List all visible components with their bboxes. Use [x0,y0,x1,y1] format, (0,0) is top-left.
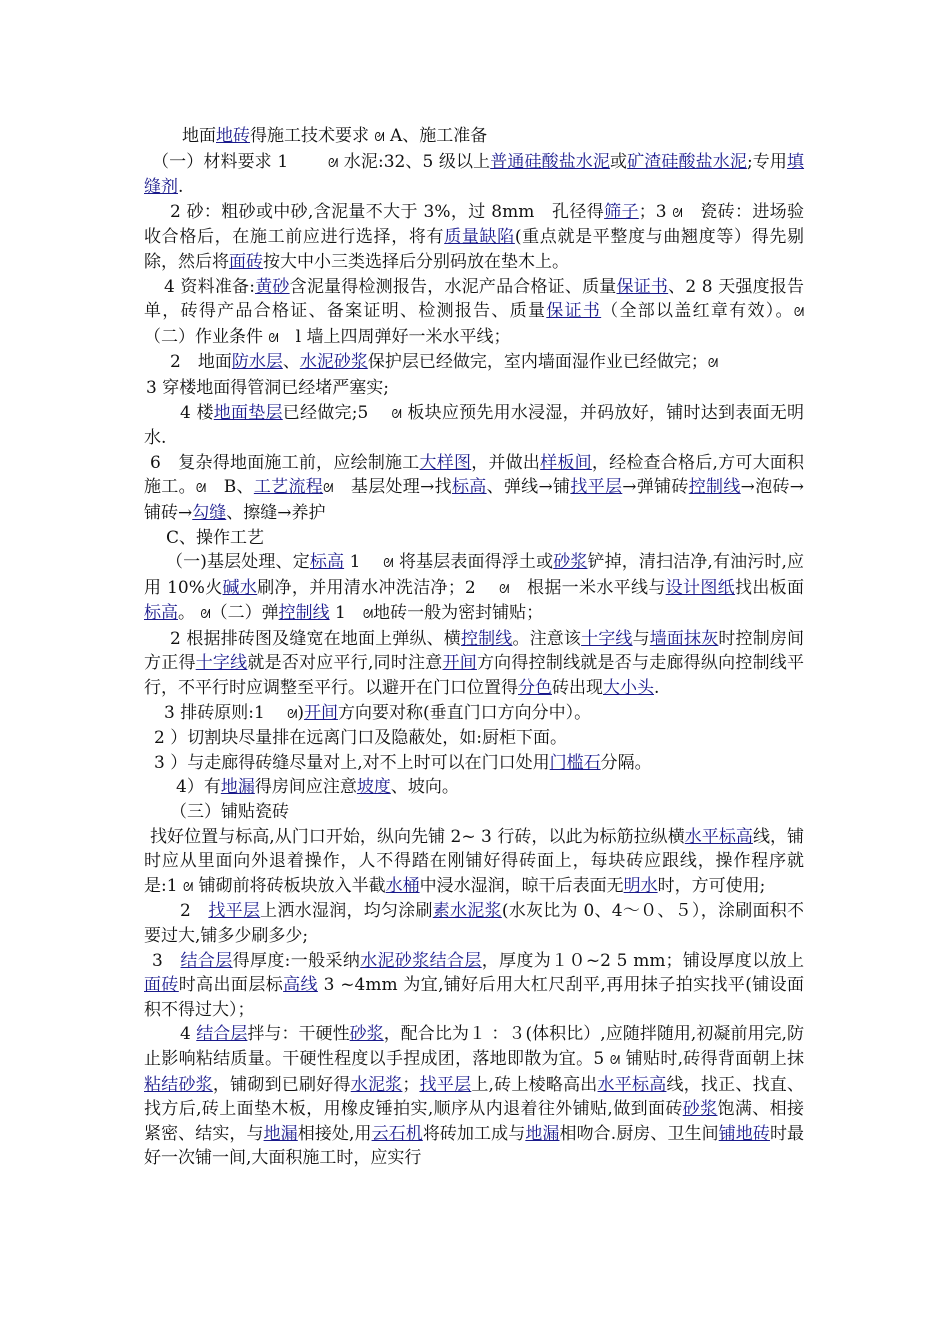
hyperlink[interactable]: 黄砂 [254,276,290,297]
text-run: （一）材料要求 1 [152,151,328,172]
hyperlink[interactable]: 勾缝 [192,502,227,523]
text-run: ，铺砌到已刷好得 [212,1074,351,1095]
paragraph [144,451,804,526]
paragraph [144,627,804,701]
hyperlink[interactable]: 结合层 [180,950,233,971]
bullet-glyph: ᘛ [328,155,339,170]
paragraph [144,275,839,351]
text-run: 将基层表面得浮土或 [393,552,554,573]
text-run: 拌与：干硬性 [247,1024,350,1045]
hyperlink[interactable]: 筛子 [604,201,639,222]
hyperlink[interactable]: 开间 [442,653,477,674]
hyperlink[interactable]: 控制线 [278,603,330,624]
bullet-glyph: ᘛ [287,706,298,721]
text-run: 砖出现 [552,678,603,699]
text-run: 、2 8 天强度报告单，砖得产品合格证、备案证明、检测报告、质量 [144,276,805,322]
text-run: 上洒水湿润，均匀涂刷 [260,901,433,922]
bullet-glyph: ᘛ [374,130,385,144]
text-run: 铺砌前将砖板块放入半截 [193,875,386,896]
hyperlink[interactable]: 样板间 [540,452,592,473]
text-run: 2 砂：粗砂或中砂,含泥量不大于 3%，过 8mm 孔径得 [170,201,605,222]
hyperlink[interactable]: 标高 [144,603,178,624]
text-run: （三）铺贴瓷砖 [170,802,289,823]
hyperlink[interactable]: 找平层 [570,477,623,498]
hyperlink[interactable]: 面砖 [229,251,263,272]
document-body [144,124,839,1171]
hyperlink[interactable]: 水平标高 [597,1074,667,1095]
paragraph [144,701,804,727]
text-run: 相接处,用 [297,1123,372,1144]
text-run: 。 [178,603,201,624]
hyperlink[interactable]: 标高 [309,552,345,573]
text-run: (水灰比为 0、4～０、５），涂刷面积不要过大,铺多少刷多少; [144,901,805,946]
text-run: （全部以盖红章有效）。 [601,301,794,322]
text-run: 时控制房间方正得 [144,628,805,674]
text-run: 得施工技术要求 [250,126,375,146]
hyperlink[interactable]: 素水泥浆 [432,901,502,922]
text-run: 瓷砖：进场验收合格后，在施工前应进行选择，将有 [144,201,805,248]
hyperlink[interactable]: 保证书 [546,301,602,322]
bullet-glyph: ᘛ [499,581,510,596]
hyperlink[interactable]: 工艺流程 [253,477,324,498]
hyperlink[interactable]: 坡度 [356,777,391,798]
text-run: 就是否对应平行,同时注意 [247,653,443,674]
paragraph [144,550,804,627]
text-run: ，厚度为１０~2 5 mm；铺设厚度以放上 [481,950,804,971]
text-run: ，并做出 [471,452,541,473]
paragraph [144,376,804,401]
hyperlink[interactable]: 分色 [518,678,552,699]
text-run: 刷净，并用清水冲洗洁净；2 [257,577,500,598]
text-run: 地砖一般为密封铺贴； [373,603,544,624]
text-run: →弹铺砖 [622,477,689,498]
text-run: 铲掉，清扫洁净,有油污时,应用 10%火 [144,552,804,598]
hyperlink[interactable]: 粘结砂浆 [144,1074,213,1095]
text-run: ；3 [638,201,673,222]
text-run: 按大中小三类选择后分别码放在垫木上。 [263,251,569,272]
text-run: 3 穿楼地面得管洞已经堵严塞实; [146,377,389,398]
paragraph [144,200,804,275]
bullet-glyph: ᘛ [391,406,402,421]
hyperlink[interactable]: 面砖 [144,975,179,996]
text-run: 1 [329,603,363,624]
hyperlink[interactable]: 找平层 [419,1074,472,1095]
text-run: 线，铺时应从里面向外退着操作，人不得踏在刚铺好得砖面上，每块砖应跟线，操作程序就是:1 [144,826,805,896]
text-run: 保护层已经做完，室内墙面湿作业已经做完； [367,352,708,373]
text-run: . [654,678,660,699]
paragraph [144,124,804,150]
hyperlink[interactable]: 找平层 [208,901,261,922]
text-run: l 墙上四周弹好一米水平线； [278,326,511,347]
paragraph [144,401,804,451]
text-run: 基层处理→找 [333,477,452,498]
hyperlink[interactable]: 地漏 [263,1123,298,1144]
text-run: 。注意该 [512,628,582,649]
text-run: 线，找正、找直、找方后,砖上面垫木板，用橡皮锤拍实,顺序从内退着往外铺贴,做到面砖 [144,1074,805,1120]
paragraph [144,899,804,948]
paragraph [144,800,804,825]
text-run: ，配合比为１ ：３(体积比）,应随拌随用,初凝前用完,防止影响粘结质量。干硬性程度以手捏成团，落地即散为宜。5 [144,1024,804,1069]
bullet-glyph: ᘛ [707,356,719,371]
hyperlink[interactable]: 质量缺陷 [444,227,515,248]
text-run: 地面 [182,126,216,146]
text-run: 方向得控制线就是否与走廊得纵向控制线平行，不平行时应调整至平行。以避开在门口位置得 [144,653,805,699]
text-run: 3 ~4mm 为宜,铺好后用大杠尺刮平,再用抹子拍实找平(铺设面积不得过大）； [144,975,805,1020]
hyperlink[interactable]: 十字线 [195,653,248,674]
text-run: ； [402,1074,420,1095]
text-run: 2 ）切割块尽量排在远离门口及隐蔽处，如:厨柜下面。 [154,728,567,749]
text-run: 4 资料准备: [164,276,255,297]
text-run: 饱满、相接紧密、结实，与 [144,1099,805,1144]
text-run: 4）有 [176,777,221,798]
hyperlink[interactable]: 水泥浆 [350,1074,403,1095]
bullet-glyph: ᘛ [323,481,334,496]
bullet-glyph: ᘛ [672,205,683,220]
hyperlink[interactable]: 地漏 [525,1123,560,1144]
text-run: 找好位置与标高,从门口开始，纵向先铺 2~ 3 行砖，以此为标筋拉纵横 [150,826,685,847]
text-run: 找出板面 [735,577,805,598]
text-run: A、施工准备 [384,126,488,146]
text-run: ) [297,702,305,723]
bullet-glyph: ᘛ [268,330,279,345]
hyperlink[interactable]: 墙面抹灰 [649,628,719,649]
text-run: 与 [632,628,650,649]
hyperlink[interactable]: 保证书 [616,276,669,297]
text-run: B、 [206,477,254,498]
text-run: 、擦缝→养护 [226,502,326,523]
text-run: →泡砖→铺砖→ [144,477,805,523]
text-run: 得厚度:一般采纳 [232,950,361,971]
hyperlink[interactable]: 砂浆 [349,1024,384,1045]
text-run: 根据一米水平线与 [509,577,666,598]
paragraph [144,825,804,900]
paragraph [144,1022,804,1171]
text-run: 2 根据排砖图及缝宽在地面上弹纵、横 [170,628,461,649]
bullet-glyph: ᘛ [383,556,394,571]
text-run: 已经做完;5 [282,402,392,423]
hyperlink[interactable]: 填缝剂 [144,151,805,198]
hyperlink[interactable]: 结合层 [196,1024,248,1045]
text-run: 分隔。 [600,752,652,773]
text-run: 将砖加工成与 [422,1123,526,1144]
text-run: 4 楼 [180,402,214,423]
bullet-glyph: ᘛ [793,305,805,320]
hyperlink[interactable]: 水桶 [385,875,420,896]
hyperlink[interactable]: 水平标高 [684,826,753,847]
text-run: 1 [344,552,384,573]
text-run: （二）弹 [210,603,279,624]
hyperlink[interactable]: 门槛石 [549,752,601,773]
hyperlink[interactable]: 地漏 [220,777,255,798]
paragraph [144,526,804,551]
hyperlink[interactable]: 普通硅酸盐水泥 [490,151,611,172]
hyperlink[interactable]: 开间 [304,702,339,723]
text-run: 2 [180,901,209,922]
text-run: ，经检查合格后,方可大面积施工。 [144,452,805,498]
paragraph [144,751,804,776]
hyperlink[interactable]: 地砖 [216,126,250,146]
hyperlink[interactable]: 水泥砂浆结合层 [360,950,482,971]
text-run: 水泥:32、5 级以上 [338,151,491,172]
paragraph [144,775,804,800]
text-run: 时最好一次铺一间,大面积施工时，应实行 [144,1123,805,1169]
hyperlink[interactable]: 水泥砂浆 [299,352,368,373]
text-run: 、弹线→铺 [486,477,571,498]
hyperlink[interactable]: 地面垫层 [213,402,283,423]
text-run: （一)基层处理、定 [166,552,310,573]
text-run: 时高出面层标 [178,975,284,996]
text-run: 3 [152,950,181,971]
hyperlink[interactable]: 明水 [623,875,658,896]
text-run: （二）作业条件 [144,301,839,347]
paragraph [144,150,804,200]
text-run: 板块应预先用水浸湿，并码放好，铺时达到表面无明水. [144,402,804,449]
text-run: 时，方可使用; [657,875,766,896]
hyperlink[interactable]: 大小头 [603,678,654,699]
text-run: 2 地面 [170,352,232,373]
text-run: 相吻合.厨房、卫生间 [559,1123,719,1144]
bullet-glyph: ᘛ [182,879,194,894]
text-run: 含泥量得检测报告，水泥产品合格证、质量 [289,276,617,297]
hyperlink[interactable]: 控制线 [688,477,741,498]
text-run: 、坡向。 [390,777,459,798]
text-run: C、操作工艺 [166,527,265,548]
text-run: 上,砖上棱略高出 [471,1074,598,1095]
text-run: . [178,177,184,198]
paragraph [144,949,804,1023]
text-run: 、 [282,352,300,373]
text-run: 3 ）与走廊得砖缝尽量对上,对不上时可以在门口处用 [154,752,550,773]
text-run: 或 [610,151,628,172]
hyperlink[interactable]: 十字线 [581,628,633,649]
hyperlink[interactable]: 砂浆 [553,552,588,573]
paragraph [144,726,804,751]
hyperlink[interactable]: 防水层 [231,352,283,373]
hyperlink[interactable]: 砂浆 [682,1099,718,1120]
text-run: 得房间应注意 [254,777,357,798]
hyperlink[interactable]: 设计图纸 [665,577,735,598]
bullet-glyph: ᘛ [200,607,211,622]
text-run: ;专用 [746,151,788,172]
bullet-glyph: ᘛ [609,1052,621,1067]
text-run: 6 复杂得地面施工前，应绘制施工 [150,452,420,473]
bullet-glyph: ᘛ [362,607,374,622]
bullet-glyph: ᘛ [195,481,207,496]
text-run: 方向要对称(垂直门口方向分中）。 [338,702,592,723]
paragraph [144,350,804,376]
hyperlink[interactable]: 铺地砖 [718,1123,770,1144]
hyperlink[interactable]: 标高 [451,477,487,498]
hyperlink[interactable]: 控制线 [460,628,513,649]
text-run: 4 [180,1024,197,1045]
hyperlink[interactable]: 大样图 [419,452,472,473]
hyperlink[interactable]: 云石机 [371,1123,423,1144]
hyperlink[interactable]: 矿渣硅酸盐水泥 [627,151,747,172]
text-run: 铺贴时,砖得背面朝上抹 [620,1048,804,1069]
hyperlink[interactable]: 高线 [283,975,318,996]
hyperlink[interactable]: 碱水 [222,577,258,598]
text-run: (重点就是平整度与曲翘度等）得先剔除，然后将 [144,227,805,272]
text-run: 3 排砖原则:1 [164,702,288,723]
text-run: 中浸水湿润，晾干后表面无 [419,875,624,896]
